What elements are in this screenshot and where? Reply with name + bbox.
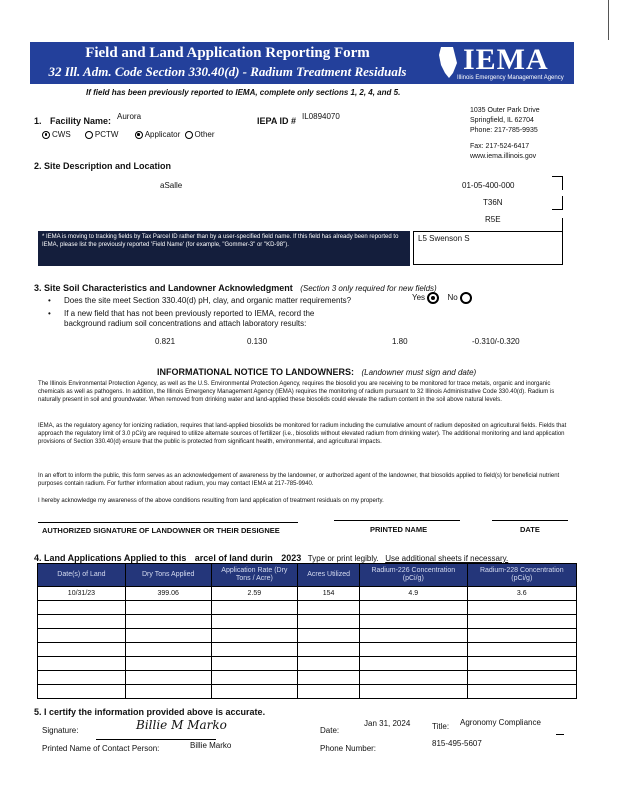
- landowner-signature-line[interactable]: [38, 522, 298, 523]
- table-row: [38, 671, 577, 685]
- table-cell[interactable]: [38, 601, 126, 615]
- field-bracket: [552, 176, 562, 177]
- field-bracket: [562, 196, 563, 210]
- bullet-2: •: [48, 309, 51, 318]
- table-cell[interactable]: [211, 685, 298, 699]
- date-label: DATE: [520, 525, 540, 534]
- notice-paragraph-3: In an effort to inform the public, this form serves as an acknowledgement of awareness by the landowner, or authorized agent of the landowner, that biosolids applied to field(s) for beneficial nutrient purposes contain radium. For further information about radium, you may contact IEMA at 217-785-9940.: [38, 473, 560, 488]
- date-line[interactable]: [492, 520, 568, 521]
- table-cell[interactable]: [467, 601, 576, 615]
- column-header: Acres Utilized: [298, 564, 360, 587]
- column-header: Application Rate (Dry Tons / Acre): [211, 564, 298, 587]
- facility-name-value[interactable]: Aurora: [117, 112, 142, 121]
- table-cell[interactable]: [125, 601, 211, 615]
- iepa-id-label: IEPA ID #: [257, 116, 297, 126]
- table-cell[interactable]: [125, 671, 211, 685]
- table-cell[interactable]: [211, 657, 298, 671]
- table-cell[interactable]: [125, 629, 211, 643]
- field-bracket: [562, 218, 563, 232]
- radio-empty-icon: [85, 131, 93, 139]
- bullet-1: •: [48, 296, 51, 305]
- title-label: Title:: [432, 722, 450, 731]
- column-header: Radium-228 Concentration (pCi/g): [467, 564, 576, 587]
- table-cell[interactable]: [298, 657, 360, 671]
- table-cell[interactable]: 10/31/23: [38, 587, 126, 601]
- parcel-id-value[interactable]: 01-05-400-000: [462, 181, 515, 190]
- table-cell[interactable]: [467, 629, 576, 643]
- field-name-input[interactable]: L5 Swenson S: [413, 231, 563, 265]
- logo-caption: Illinois Emergency Management Agency: [457, 75, 564, 81]
- table-cell[interactable]: [360, 615, 468, 629]
- notice-title: INFORMATIONAL NOTICE TO LANDOWNERS:: [157, 367, 354, 377]
- facility-type-options: [42, 130, 215, 139]
- phone-label: Phone Number:: [320, 744, 377, 753]
- column-header: Radium-226 Concentration (pCi/g): [360, 564, 468, 587]
- table-cell[interactable]: 399.06: [125, 587, 211, 601]
- table-cell[interactable]: [211, 643, 298, 657]
- soil-value-1[interactable]: 0.821: [155, 337, 176, 346]
- page-edge-line: [608, 0, 609, 40]
- table-row: [38, 615, 577, 629]
- signature-line: [96, 739, 216, 740]
- table-row: [38, 629, 577, 643]
- township-value[interactable]: T36N: [483, 198, 503, 207]
- landowner-signature-label: AUTHORIZED SIGNATURE OF LANDOWNER OR THEIR DESIGNEE: [42, 526, 280, 535]
- instruction-note: If field has been previously reported to IEMA, complete only sections 1, 2, 4, and 5.: [86, 88, 401, 97]
- phone-value[interactable]: 815-495-5607: [432, 739, 482, 748]
- land-applications-table: [37, 563, 577, 699]
- section3-title: 3. Site Soil Characteristics and Landowner Acknowledgment: [34, 283, 293, 293]
- soil-value-2[interactable]: 0.130: [247, 337, 268, 346]
- facility-name-label: Facility Name:: [50, 116, 112, 126]
- table-cell[interactable]: [467, 643, 576, 657]
- table-cell[interactable]: [360, 685, 468, 699]
- section3-header: [34, 278, 437, 296]
- table-cell[interactable]: [360, 671, 468, 685]
- section5-title: 5. I certify the information provided above is accurate.: [34, 707, 266, 717]
- table-cell[interactable]: 4.9: [360, 587, 468, 601]
- question-new-field: If a new field that has not been previously reported to IEMA, record the: [64, 309, 315, 318]
- notice-paragraph-2: IEMA, as the regulatory agency for ionizing radiation, requires that land-applied biosolids be monitored for radium including the cumulative amount of radium deposited on agricultural fields. Fields that approach the regulatory limit of 3.0 pCi/g are required to utilize alternate sources of fertilizer (i.e., biosolids without elevated radium from drinking water). The additional monitoring and land application provisions of Section 330.40(d) ensure that the public is protected from significant health, environmental, and agricultural impacts.: [38, 423, 567, 446]
- pctw-radio[interactable]: PCTW: [85, 130, 119, 139]
- table-cell[interactable]: [125, 643, 211, 657]
- question-ph-clay: Does the site meet Section 330.40(d) pH, clay, and organic matter requirements?: [64, 296, 352, 305]
- printed-name-contact-value[interactable]: Billie Marko: [190, 741, 232, 750]
- table-cell[interactable]: [360, 629, 468, 643]
- table-cell[interactable]: [298, 601, 360, 615]
- illinois-map-icon: [435, 45, 461, 79]
- table-cell[interactable]: [211, 615, 298, 629]
- printed-name-label: PRINTED NAME: [370, 525, 428, 534]
- table-cell[interactable]: [467, 657, 576, 671]
- printed-name-line[interactable]: [334, 520, 460, 521]
- date-value[interactable]: Jan 31, 2024: [364, 719, 411, 728]
- table-cell[interactable]: 154: [298, 587, 360, 601]
- other-radio[interactable]: Other: [185, 130, 215, 139]
- column-header: Dry Tons Applied: [125, 564, 211, 587]
- agency-address: [470, 106, 540, 162]
- table-cell[interactable]: [38, 629, 126, 643]
- address-line2: Springfield, IL 62704: [470, 117, 534, 124]
- table-cell[interactable]: [38, 657, 126, 671]
- range-value[interactable]: R5E: [485, 215, 501, 224]
- table-row: [38, 657, 577, 671]
- table-cell[interactable]: [298, 643, 360, 657]
- iepa-id-value[interactable]: IL0894070: [302, 112, 340, 121]
- notice-header: [157, 362, 476, 380]
- county-value[interactable]: aSalle: [160, 181, 183, 190]
- field-bracket: [562, 176, 563, 190]
- table-cell[interactable]: [125, 685, 211, 699]
- contact-signature[interactable]: Billie M Marko: [136, 718, 227, 732]
- table-row: [38, 643, 577, 657]
- table-cell[interactable]: 2.59: [211, 587, 298, 601]
- section1-number: 1.: [34, 116, 42, 126]
- yes-no-options: [412, 292, 472, 304]
- soil-value-3[interactable]: 1.80: [392, 337, 408, 346]
- address-line1: 1035 Outer Park Drive: [470, 107, 540, 114]
- date-label-5: Date:: [320, 726, 340, 735]
- table-cell[interactable]: [360, 643, 468, 657]
- form-subtitle: 32 Ill. Adm. Code Section 330.40(d) - Radium Treatment Residuals: [48, 64, 407, 79]
- notice-title-note: (Landowner must sign and date): [361, 368, 477, 377]
- field-name-notice: * IEMA is moving to tracking fields by Tax Parcel ID rather than by a user-specified field name. If this field has already been reported to IEMA, please list the previously reported 'Field Name' (for example, "Gommer-3" or "KD-98").: [38, 231, 410, 266]
- notice-paragraph-4: I hereby acknowledge my awareness of the above conditions resulting from land application of treatment residuals on my property.: [38, 498, 384, 504]
- no-radio[interactable]: [460, 292, 472, 304]
- question-new-field-cont: background radium soil concentrations and attach laboratory results:: [64, 319, 307, 328]
- agency-fax: Fax: 217-524-6417: [470, 143, 530, 150]
- table-cell[interactable]: [211, 629, 298, 643]
- table-cell[interactable]: 3.6: [467, 587, 576, 601]
- table-cell[interactable]: [298, 671, 360, 685]
- table-cell[interactable]: [298, 629, 360, 643]
- table-cell[interactable]: [467, 671, 576, 685]
- table-cell[interactable]: [38, 643, 126, 657]
- table-row: [38, 587, 577, 601]
- table-cell[interactable]: [38, 671, 126, 685]
- radio-selected-icon: [135, 131, 143, 139]
- applicator-radio[interactable]: Applicator: [135, 130, 181, 139]
- table-cell[interactable]: [298, 615, 360, 629]
- agency-web[interactable]: www.iema.illinois.gov: [470, 153, 537, 160]
- table-cell[interactable]: [211, 671, 298, 685]
- notice-paragraph-1: The Illinois Environmental Protection Agency, as well as the U.S. Environmental Protection Agency, requires the biosolid you are receiving to be monitored for trace metals, organic and inorganic chemicals as well as pathogens. In addition, the Illinois Emergency Management Agency (IEMA) requires the monitoring of radium pursuant to 32 Illinois Administrative Code 330.40(d). Radium is naturally present in soil and groundwater. When removed from drinking water and land-applied these biosolids could elevate the radium content in the soil above natural levels.: [38, 381, 555, 404]
- iema-logo: [435, 45, 570, 81]
- table-cell[interactable]: [298, 685, 360, 699]
- no-label: No: [447, 293, 458, 303]
- section4-title: 4. Land Applications Applied to this arcel of land durin 2023 Type or print legibly. Use additional sheets if necessary.: [34, 553, 509, 563]
- column-header: Date(s) of Land: [38, 564, 126, 587]
- soil-value-4[interactable]: -0.310/-0.320: [472, 337, 520, 346]
- section4-year[interactable]: 2023: [281, 553, 302, 563]
- form-header: [30, 42, 574, 84]
- agency-phone: Phone: 217-785-9935: [470, 127, 538, 134]
- table-cell[interactable]: [360, 657, 468, 671]
- table-row: [38, 685, 577, 699]
- radio-selected-icon: [42, 131, 50, 139]
- printed-name-contact-label: Printed Name of Contact Person:: [42, 744, 160, 753]
- radio-empty-icon: [185, 131, 193, 139]
- table-cell[interactable]: [125, 657, 211, 671]
- table-cell[interactable]: [467, 615, 576, 629]
- table-cell[interactable]: [467, 685, 576, 699]
- yes-radio[interactable]: [427, 292, 439, 304]
- table-row: [38, 601, 577, 615]
- signature-label: Signature:: [42, 726, 79, 735]
- table-cell[interactable]: [38, 615, 126, 629]
- table-header-row: [38, 564, 577, 587]
- form-title: Field and Land Application Reporting Form: [85, 45, 370, 61]
- yes-label: Yes: [412, 293, 426, 303]
- table-cell[interactable]: [38, 685, 126, 699]
- title-value[interactable]: Agronomy Compliance: [460, 718, 541, 727]
- section2-title: 2. Site Description and Location: [34, 161, 172, 171]
- table-cell[interactable]: [211, 601, 298, 615]
- table-cell[interactable]: [125, 615, 211, 629]
- logo-text: IEMA: [463, 43, 549, 76]
- title-line: [556, 734, 564, 735]
- cws-radio[interactable]: CWS: [42, 130, 71, 139]
- field-bracket: [552, 209, 562, 210]
- section3-note: (Section 3 only required for new fields): [300, 284, 437, 293]
- table-cell[interactable]: [360, 601, 468, 615]
